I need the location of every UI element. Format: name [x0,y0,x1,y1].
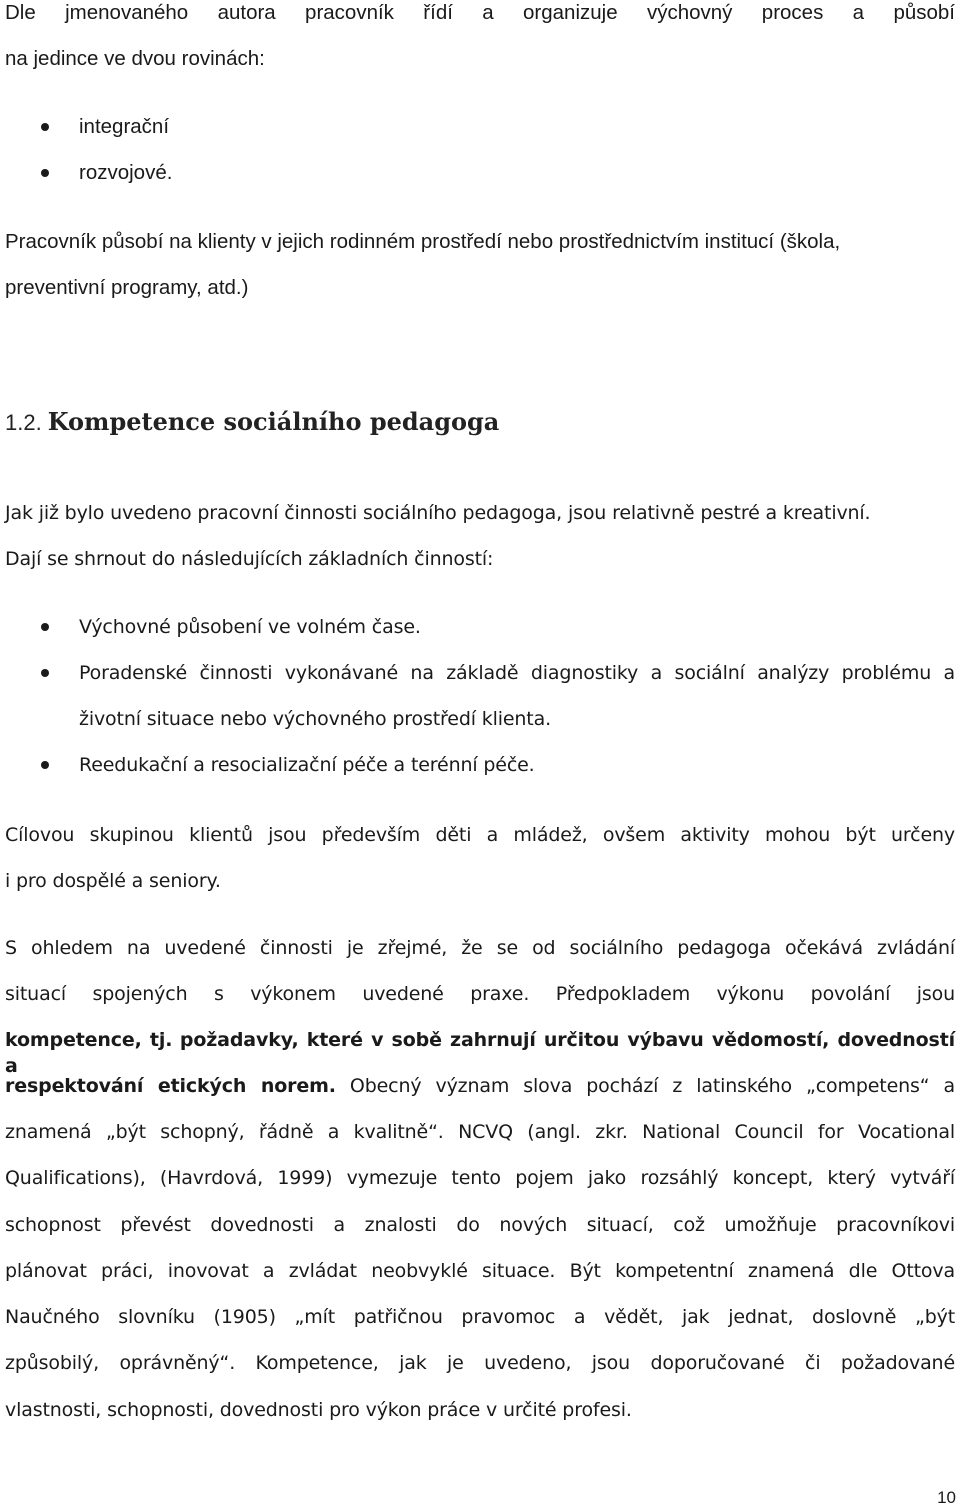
list-item: Reedukační a resocializační péče a terénní péče. [79,754,535,776]
section-number: 1.2. [5,410,42,435]
page-number: 10 [937,1488,956,1507]
list-item: Poradenské činnosti vykonávané na základě diagnostiky a sociální analýzy problému a [79,662,955,684]
list-item: Výchovné působení ve volném čase. [79,616,421,638]
bold-text: respektování etických norem. [5,1075,336,1097]
paragraph-4-line-1: Cílovou skupinou klientů jsou především děti a mládež, ovšem aktivity mohou být určeny [5,824,955,846]
paragraph-5-line-2: situací spojených s výkonem uvedené praxe. Předpokladem výkonu povolání jsou [5,983,955,1005]
paragraph-2-line-1: Pracovník působí na klienty v jejich rodinném prostředí nebo prostřednictvím institucí (škola, [5,230,841,253]
paragraph-5-line-1: S ohledem na uvedené činnosti je zřejmé, že se od sociálního pedagoga očekává zvládání [5,937,955,959]
paragraph-5-line-10: způsobilý, oprávněný“. Kompetence, jak je uvedeno, jsou doporučované či požadované [5,1352,955,1374]
bullet-icon [41,761,49,769]
paragraph-5-line-11: vlastnosti, schopnosti, dovednosti pro výkon práce v určité profesi. [5,1399,632,1421]
list-item: rozvojové. [79,161,173,184]
bullet-icon [41,623,49,631]
paragraph-2-line-2: preventivní programy, atd.) [5,276,249,299]
paragraph-1-line-2: na jedince ve dvou rovinách: [5,47,265,70]
paragraph-5-line-8: plánovat práci, inovovat a zvládat neobvyklé situace. Být kompetentní znamená dle Ottova [5,1260,955,1282]
bullet-icon [41,169,49,177]
paragraph-5-line-5: znamená „být schopný, řádně a kvalitně“. NCVQ (angl. zkr. National Council for Vocational [5,1121,955,1143]
paragraph-3-line-2: Dají se shrnout do následujících základních činností: [5,548,494,570]
paragraph-1-line-1: Dle jmenovaného autora pracovník řídí a organizuje výchovný proces a působí [5,1,955,24]
bullet-icon [41,669,49,677]
paragraph-5-line-9: Naučného slovníku (1905) „mít patřičnou pravomoc a vědět, jak jednat, doslovně „být [5,1306,955,1328]
paragraph-text: Obecný význam slova pochází z latinského „competens“ a [349,1075,956,1097]
paragraph-4-line-2: i pro dospělé a seniory. [5,870,221,892]
section-title: Kompetence sociálního pedagoga [47,407,500,436]
paragraph-5-line-4 [5,1073,955,1099]
paragraph-5-line-7: schopnost převést dovednosti a znalosti do nových situací, což umožňuje pracovníkovi [5,1214,955,1236]
section-heading [5,406,499,439]
bullet-icon [41,123,49,131]
paragraph-5-line-6: Qualifications), (Havrdová, 1999) vymezuje tento pojem jako rozsáhlý koncept, který vytváří [5,1167,955,1189]
bold-text: kompetence, tj. [5,1029,173,1051]
bold-text: požadavky, které v sobě zahrnují určitou výbavu vědomostí, dovedností a [5,1029,955,1077]
paragraph-3-line-1: Jak již bylo uvedeno pracovní činnosti sociálního pedagoga, jsou relativně pestré a kreativní. [5,502,871,524]
list-item: integrační [79,115,170,138]
paragraph-5-line-3 [5,1027,955,1079]
list-item-continuation: životní situace nebo výchovného prostředí klienta. [79,708,551,730]
